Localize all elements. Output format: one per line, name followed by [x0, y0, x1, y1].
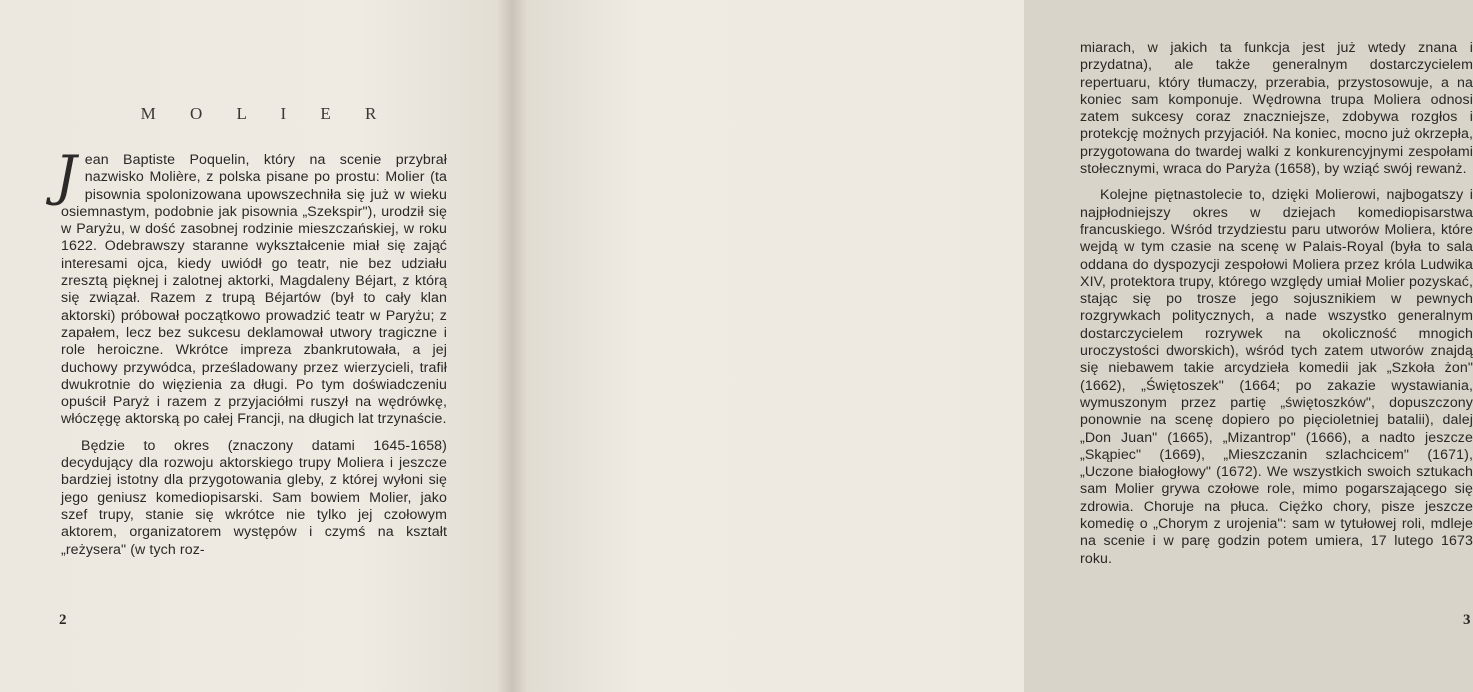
left-page — [0, 0, 512, 692]
left-paragraph-1 — [55, 144, 447, 429]
right-text-column — [1080, 40, 1473, 568]
left-paragraph-1-text: ean Baptiste Poquelin, który na scenie przybrał nazwisko Molière, z polska pisane po prostu: Molier (ta pisownia spolonizowana upowszechniła się już w wieku osiemnastym, podobnie jak pisownia „Szekspir"), urodził się w Paryżu, w dość zasobnej rodzinie mieszczańskiej, w roku 1622. Odebrawszy staranne wykształcenie miał się zająć interesami ojca, kiedy uwiódł go teatr, nie bez udziału zresztą pięknej i zalotnej aktorki, Magdaleny Béjart, z którą się związał. Razem z trupą Béjartów (był to cały klan aktorski) próbował początkowo prowadzić teatr w Paryżu; z zapałem, lecz bez sukcesu deklamował utwory tragiczne i role heroiczne. Wkrótce impreza zbankrutowała, a jej duchowy przywódca, prześladowany przez wierzycieli, trafił dwukrotnie do więzienia za długi. Po tym doświadczeniu opuścił Paryż i razem z przyjaciółmi ruszył na wędrówkę, włóczęgę aktorską po całej Francji, na długich lat trzynaście. — [61, 152, 447, 428]
page-number-right: 3 — [1463, 612, 1471, 628]
page-number-left: 2 — [59, 612, 67, 628]
drop-cap: J — [55, 144, 77, 207]
left-paragraph-2: Będzie to okres (znaczony datami 1645-1658) decydujący dla rozwoju aktorskiego trupy Moliera i jeszcze bardziej istotny dla przygotowania gleby, z której wyłoni się jego geniusz komediopisarski. Sam bowiem Molier, jako szef trupy, stanie się wkrótce nie tylko jej czołowym aktorem, organizatorem występów i czymś na kształt „reżysera" (w tych roz- — [61, 437, 447, 558]
right-paragraph-2: Kolejne piętnastolecie to, dzięki Molierowi, najbogatszy i najpłodniejszy okres w dziejach komediopisarstwa francuskiego. Wśród trzydziestu paru utworów Moliera, które wejdą w tym czasie na scenę w Palais-Royal (była to sala oddana do dyspozycji zespołowi Moliera przez króla Ludwika XIV, protektora trupy, którego względy umiał Molier pozyskać, stając się po trosze jego sojusznikiem w pewnych rozgrywkach politycznych, a nade wszystko generalnym dostarczycielem rozrywek na okoliczność mnogich uroczystości dworskich), wśród tych zatem utworów znajdą się niebawem takie arcydzieła komedii jak „Szkoła żon" (1662), „Świętoszek" (1664; po zakazie wystawiania, wymuszonym przez partię „świętoszków", dopuszczony ponownie na scenę dopiero po pięcioletniej batalii), dalej „Don Juan" (1665), „Mizantrop" (1666), a nadto jeszcze „Skąpiec" (1669), „Mieszczanin szlachcicem" (1671), „Uczone białogłowy" (1672). We wszystkich swoich sztukach sam Molier grywa czołowe role, mimo pogarszającego się zdrowia. Choruje na płuca. Ciężko chory, pisze jeszcze komedię o „Chorym z urojenia": sam w tytułowej roli, mdleje na scenie i w parę godzin potem umiera, 17 lutego 1673 roku. — [1080, 187, 1473, 567]
left-text-column — [55, 144, 447, 559]
right-page — [512, 0, 1473, 692]
right-paragraph-1: miarach, w jakich ta funkcja jest już wtedy znana i przydatna), ale także generalnym dostarczycielem repertuaru, który tłumaczy, przerabia, przystosowuje, a na koniec sam komponuje. Wędrowna trupa Moliera odnosi zatem sukcesy coraz znaczniejsze, zdobywa rozgłos i protekcję możnych przyjaciół. Na koniec, mocno już okrzepła, przygotowana do twardej walki z konkurencyjnymi zespołami stołecznymi, wraca do Paryża (1658), by wziąć swój rewanż. — [1080, 40, 1473, 178]
chapter-title: M O L I E R — [140, 104, 392, 123]
